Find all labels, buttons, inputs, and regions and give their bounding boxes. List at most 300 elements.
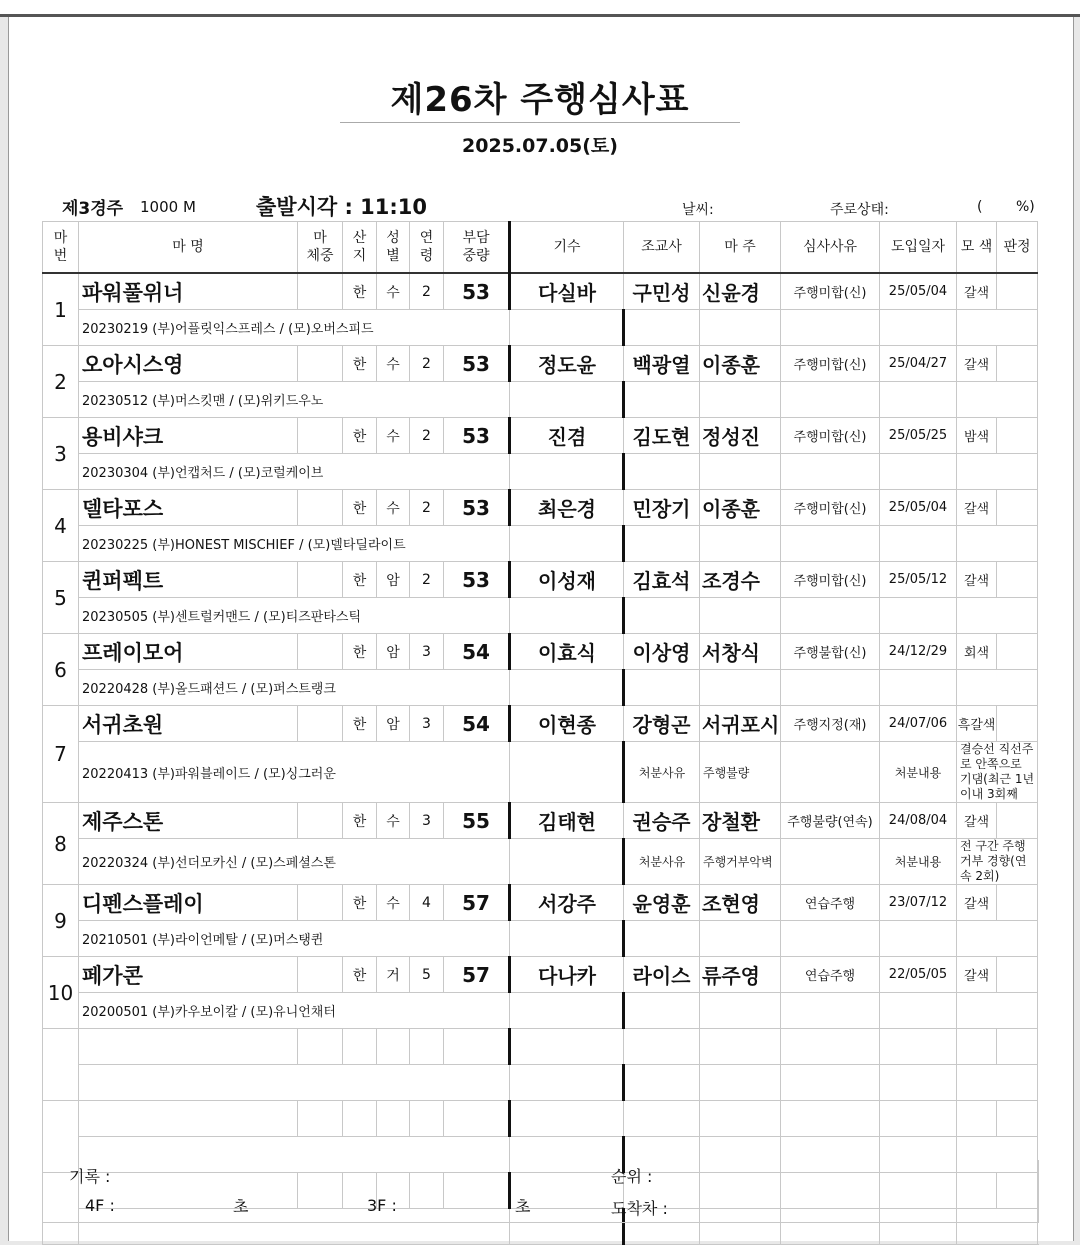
header-owner: 마 주 [700, 222, 781, 274]
empty-trainer [624, 1101, 700, 1137]
pedigree: 20230304 (부)언캡처드 / (모)코럴케이브 [79, 454, 510, 490]
pedigree: 20220324 (부)선더모카신 / (모)스페셜스톤 [79, 839, 510, 885]
jockey-name: 정도윤 [510, 346, 624, 382]
horse-weight-cell [298, 418, 343, 454]
header-burden: 부담 중량 [444, 222, 510, 274]
burden-sub-cell [510, 993, 624, 1029]
empty-weight [298, 1101, 343, 1137]
origin-cell: 한 [343, 273, 377, 310]
jockey-sub-cell [624, 526, 700, 562]
empty-origin [343, 1101, 377, 1137]
jockey-sub-cell [624, 454, 700, 490]
empty-reason [781, 1101, 880, 1137]
reason-sub-cell [880, 921, 957, 957]
empty-jockey [510, 1029, 624, 1065]
sex-cell: 수 [377, 490, 410, 526]
remarks-sub-cell [957, 382, 1038, 418]
table-subrow [43, 310, 1038, 346]
entry-table [42, 221, 1038, 1245]
origin-cell: 한 [343, 490, 377, 526]
f3-sec-label: 초 [515, 1197, 531, 1216]
f4-sec-label: 초 [233, 1197, 249, 1216]
empty-age [410, 1029, 444, 1065]
horse-name: 파워풀위너 [79, 273, 298, 310]
jockey-sub-cell [624, 670, 700, 706]
reason-sub-cell [880, 382, 957, 418]
trainer-name: 이상영 [624, 634, 700, 670]
title-divider [340, 122, 740, 123]
table-row [43, 562, 1038, 598]
trainer-name: 강형곤 [624, 706, 700, 742]
header-color: 모 색 [957, 222, 997, 274]
coat-color: 갈색 [957, 490, 997, 526]
empty-pedigree [79, 1065, 510, 1101]
intro-date: 25/05/25 [880, 418, 957, 454]
intro-date: 25/04/27 [880, 346, 957, 382]
jockey-name: 김태현 [510, 803, 624, 839]
origin-cell: 한 [343, 634, 377, 670]
empty-intro [880, 1101, 957, 1137]
header-verdict: 판정 [997, 222, 1038, 274]
intro-date: 23/07/12 [880, 885, 957, 921]
pedigree: 20220413 (부)파워블레이드 / (모)싱그러운 [79, 742, 510, 803]
jockey-name: 이효식 [510, 634, 624, 670]
table-row [43, 273, 1038, 310]
sex-cell: 수 [377, 803, 410, 839]
burden-weight: 53 [444, 418, 510, 454]
table-row [43, 706, 1038, 742]
empty-sub-reason [880, 1065, 957, 1101]
review-reason: 주행미합(신) [781, 273, 880, 310]
coat-color: 갈색 [957, 562, 997, 598]
horse-number: 1 [43, 273, 79, 346]
page-title: 제26차 주행심사표 [390, 80, 690, 120]
age-cell: 2 [410, 418, 444, 454]
table-subrow [43, 670, 1038, 706]
horse-number: 9 [43, 885, 79, 957]
horse-weight-cell [298, 562, 343, 598]
sex-cell: 암 [377, 706, 410, 742]
coat-color: 갈색 [957, 957, 997, 993]
header-reason: 심사사유 [781, 222, 880, 274]
owner-sub-cell [781, 670, 880, 706]
table-row [43, 1029, 1038, 1065]
table-subrow [43, 526, 1038, 562]
remarks-sub-cell [957, 526, 1038, 562]
jockey-name: 다나카 [510, 957, 624, 993]
intro-date: 24/08/04 [880, 803, 957, 839]
jockey-sub-cell [624, 382, 700, 418]
age-cell: 2 [410, 273, 444, 310]
owner-name: 서창식 [700, 634, 781, 670]
remarks-sub-cell [957, 454, 1038, 490]
empty-jockey [510, 1101, 624, 1137]
horse-weight-cell [298, 885, 343, 921]
race-number: 제3경주 [62, 199, 124, 219]
race-date: 2025.07.05(토) [462, 135, 618, 157]
header-no: 마 번 [43, 222, 79, 274]
origin-cell: 한 [343, 957, 377, 993]
remarks-sub-cell [957, 598, 1038, 634]
owner-sub-cell [781, 382, 880, 418]
burden-weight: 53 [444, 562, 510, 598]
track-condition-label: 주로상태: [830, 202, 889, 218]
trainer-name: 윤영훈 [624, 885, 700, 921]
owner-sub-cell [781, 921, 880, 957]
sex-cell: 암 [377, 634, 410, 670]
reason-sub-cell [880, 310, 957, 346]
empty-color [957, 1101, 997, 1137]
reason-sub-cell [880, 670, 957, 706]
table-row [43, 803, 1038, 839]
reason-sub-cell [880, 454, 957, 490]
header-name: 마 명 [79, 222, 298, 274]
coat-color: 밤색 [957, 418, 997, 454]
empty-sex [377, 1101, 410, 1137]
empty-age [410, 1101, 444, 1137]
moisture-percent: %) [1016, 199, 1035, 215]
empty-sub-owner [781, 1065, 880, 1101]
intro-date: 24/12/29 [880, 634, 957, 670]
empty-sub-remarks [957, 1065, 1038, 1101]
trainer-sub-cell [700, 598, 781, 634]
burden-weight: 55 [444, 803, 510, 839]
burden-sub-cell [510, 921, 624, 957]
owner-name: 이종훈 [700, 490, 781, 526]
trainer-name: 김도현 [624, 418, 700, 454]
review-reason: 주행미합(신) [781, 490, 880, 526]
punish-reason: 주행거부악벽 [700, 839, 781, 885]
burden-weight: 57 [444, 957, 510, 993]
f3-label: 3F : [367, 1196, 397, 1215]
horse-weight-cell [298, 634, 343, 670]
verdict-cell[interactable] [997, 562, 1038, 598]
punish-content-label: 처분내용 [880, 742, 957, 803]
origin-cell: 한 [343, 803, 377, 839]
owner-name: 정성진 [700, 418, 781, 454]
horse-number: 3 [43, 418, 79, 490]
age-cell: 2 [410, 346, 444, 382]
trainer-sub-cell [700, 454, 781, 490]
jockey-sub-cell [624, 310, 700, 346]
table-row [43, 346, 1038, 382]
age-cell: 2 [410, 490, 444, 526]
horse-number: 10 [43, 957, 79, 1029]
review-reason: 주행미합(신) [781, 562, 880, 598]
jockey-name: 이현종 [510, 706, 624, 742]
trainer-name: 백광열 [624, 346, 700, 382]
jockey-name: 이성재 [510, 562, 624, 598]
verdict-cell[interactable] [997, 490, 1038, 526]
header-intro-date: 도입일자 [880, 222, 957, 274]
jockey-name: 진겸 [510, 418, 624, 454]
table-subrow [43, 1065, 1038, 1101]
jockey-sub-cell [624, 993, 700, 1029]
verdict-cell[interactable] [997, 706, 1038, 742]
origin-cell: 한 [343, 346, 377, 382]
verdict-cell[interactable] [997, 803, 1038, 839]
burden-sub-cell [510, 454, 624, 490]
punish-content: 결승선 직선주로 안쪽으로 기댐(최근 1년 이내 3회째 [957, 742, 1038, 803]
pedigree: 20230512 (부)머스킷맨 / (모)위키드우노 [79, 382, 510, 418]
table-subrow [43, 598, 1038, 634]
empty-verdict[interactable] [997, 1029, 1038, 1065]
header-age: 연 령 [410, 222, 444, 274]
review-reason: 주행불합(신) [781, 634, 880, 670]
verdict-cell[interactable] [997, 273, 1038, 310]
intro-date: 25/05/12 [880, 562, 957, 598]
table-subrow [43, 921, 1038, 957]
burden-weight: 57 [444, 885, 510, 921]
horse-name: 오아시스영 [79, 346, 298, 382]
pedigree: 20230225 (부)HONEST MISCHIEF / (모)델타딜라이트 [79, 526, 510, 562]
age-cell: 5 [410, 957, 444, 993]
remarks-sub-cell [957, 670, 1038, 706]
burden-weight: 53 [444, 346, 510, 382]
horse-weight-cell [298, 490, 343, 526]
burden-sub-cell [510, 310, 624, 346]
empty-color [957, 1029, 997, 1065]
intro-date: 22/05/05 [880, 957, 957, 993]
burden-weight: 53 [444, 273, 510, 310]
age-cell: 2 [410, 562, 444, 598]
table-subrow [43, 839, 1038, 885]
horse-number: 6 [43, 634, 79, 706]
trainer-sub-cell [700, 382, 781, 418]
owner-sub-cell [781, 310, 880, 346]
sex-cell: 수 [377, 885, 410, 921]
coat-color: 갈색 [957, 885, 997, 921]
owner-sub-cell [781, 598, 880, 634]
owner-name: 조현영 [700, 885, 781, 921]
jockey-name: 서강주 [510, 885, 624, 921]
reason-sub-cell [880, 526, 957, 562]
intro-date: 24/07/06 [880, 706, 957, 742]
pedigree: 20200501 (부)카우보이칼 / (모)유니언채터 [79, 993, 510, 1029]
empty-verdict[interactable] [997, 1101, 1038, 1137]
weather-label: 날씨: [682, 202, 714, 218]
horse-number: 4 [43, 490, 79, 562]
burden-weight: 54 [444, 706, 510, 742]
empty-sex [377, 1029, 410, 1065]
coat-color: 흑갈색 [957, 706, 997, 742]
punish-content-label: 처분내용 [880, 839, 957, 885]
intro-date: 25/05/04 [880, 490, 957, 526]
intro-date: 25/05/04 [880, 273, 957, 310]
jockey-sub-cell [624, 598, 700, 634]
burden-sub-cell [510, 526, 624, 562]
age-cell: 4 [410, 885, 444, 921]
owner-name: 서귀포시 [700, 706, 781, 742]
horse-number: 7 [43, 706, 79, 803]
empty-intro [880, 1029, 957, 1065]
empty-trainer [624, 1029, 700, 1065]
burden-sub-cell [510, 839, 624, 885]
review-reason: 주행미합(신) [781, 346, 880, 382]
horse-number: 8 [43, 803, 79, 885]
header-jockey: 기수 [510, 222, 624, 274]
trainer-name: 라이스 [624, 957, 700, 993]
window-top-bar [0, 0, 1080, 17]
horse-number: 2 [43, 346, 79, 418]
empty-weight [298, 1029, 343, 1065]
f4-label: 4F : [85, 1196, 115, 1215]
header-horse-weight: 마 체중 [298, 222, 343, 274]
owner-sub-cell [781, 526, 880, 562]
pedigree: 20220428 (부)올드패션드 / (모)퍼스트랭크 [79, 670, 510, 706]
review-reason: 연습주행 [781, 885, 880, 921]
rank-label: 순위 : [611, 1167, 653, 1186]
pedigree: 20210501 (부)라이언메탈 / (모)머스탱퀸 [79, 921, 510, 957]
moisture-paren-open: ( [977, 199, 983, 215]
owner-sub-cell [781, 742, 880, 803]
burden-sub-cell [510, 670, 624, 706]
table-subrow [43, 454, 1038, 490]
coat-color: 갈색 [957, 273, 997, 310]
table-row [43, 490, 1038, 526]
age-cell: 3 [410, 803, 444, 839]
trainer-name: 구민성 [624, 273, 700, 310]
empty-sub-burden [510, 1065, 624, 1101]
trainer-name: 민장기 [624, 490, 700, 526]
entry-rows [43, 273, 1038, 1245]
punish-reason: 주행불량 [700, 742, 781, 803]
table-row [43, 418, 1038, 454]
coat-color: 갈색 [957, 346, 997, 382]
header-origin: 산 지 [343, 222, 377, 274]
owner-sub-cell [781, 993, 880, 1029]
header-sex: 성 별 [377, 222, 410, 274]
verdict-cell[interactable] [997, 885, 1038, 921]
age-cell: 3 [410, 634, 444, 670]
verdict-cell[interactable] [997, 346, 1038, 382]
table-subrow [43, 382, 1038, 418]
owner-sub-cell [781, 454, 880, 490]
verdict-cell[interactable] [997, 957, 1038, 993]
sex-cell: 수 [377, 273, 410, 310]
empty-owner [700, 1101, 781, 1137]
record-footer [42, 1160, 1039, 1223]
empty-sub-trainer [700, 1065, 781, 1101]
table-row [43, 1101, 1038, 1137]
reason-sub-cell [880, 993, 957, 1029]
empty-name [79, 1101, 298, 1137]
trainer-sub-cell [700, 310, 781, 346]
origin-cell: 한 [343, 885, 377, 921]
horse-weight-cell [298, 957, 343, 993]
sex-cell: 수 [377, 346, 410, 382]
horse-name: 델타포스 [79, 490, 298, 526]
record-label: 기록 : [69, 1167, 111, 1186]
trainer-sub-cell [700, 921, 781, 957]
empty-burden [444, 1029, 510, 1065]
owner-name: 장철환 [700, 803, 781, 839]
horse-name: 제주스톤 [79, 803, 298, 839]
horse-weight-cell [298, 273, 343, 310]
remarks-sub-cell [957, 993, 1038, 1029]
owner-name: 류주영 [700, 957, 781, 993]
horse-name: 프레이모어 [79, 634, 298, 670]
horse-name: 용비샤크 [79, 418, 298, 454]
owner-name: 조경수 [700, 562, 781, 598]
start-time: 출발시각 : 11:10 [256, 195, 428, 219]
jockey-name: 최은경 [510, 490, 624, 526]
verdict-cell[interactable] [997, 634, 1038, 670]
punish-reason-label: 처분사유 [624, 839, 700, 885]
jockey-name: 다실바 [510, 273, 624, 310]
burden-sub-cell [510, 598, 624, 634]
verdict-cell[interactable] [997, 418, 1038, 454]
punish-content: 전 구간 주행거부 경향(연속 2회) [957, 839, 1038, 885]
table-subrow [43, 993, 1038, 1029]
empty-reason [781, 1029, 880, 1065]
empty-owner [700, 1029, 781, 1065]
burden-weight: 54 [444, 634, 510, 670]
empty-sub-jockey [624, 1065, 700, 1101]
horse-weight-cell [298, 803, 343, 839]
horse-name: 퀸퍼펙트 [79, 562, 298, 598]
burden-weight: 53 [444, 490, 510, 526]
review-reason: 주행지정(재) [781, 706, 880, 742]
table-row [43, 634, 1038, 670]
origin-cell: 한 [343, 562, 377, 598]
empty-number-cell [43, 1029, 79, 1101]
table-row [43, 885, 1038, 921]
horse-name: 디펜스플레이 [79, 885, 298, 921]
punish-reason-label: 처분사유 [624, 742, 700, 803]
origin-cell: 한 [343, 706, 377, 742]
age-cell: 3 [410, 706, 444, 742]
horse-name: 서귀초원 [79, 706, 298, 742]
review-reason: 주행불량(연속) [781, 803, 880, 839]
coat-color: 갈색 [957, 803, 997, 839]
origin-cell: 한 [343, 418, 377, 454]
sex-cell: 거 [377, 957, 410, 993]
race-distance: 1000 M [140, 198, 196, 216]
trainer-sub-cell [700, 526, 781, 562]
burden-sub-cell [510, 742, 624, 803]
jockey-sub-cell [624, 921, 700, 957]
trainer-sub-cell [700, 670, 781, 706]
horse-name: 페가콘 [79, 957, 298, 993]
empty-origin [343, 1029, 377, 1065]
margin-label: 도착차 : [611, 1199, 668, 1218]
pedigree: 20230505 (부)센트럴커맨드 / (모)티즈판타스틱 [79, 598, 510, 634]
header-trainer: 조교사 [624, 222, 700, 274]
reason-sub-cell [880, 598, 957, 634]
remarks-sub-cell [957, 921, 1038, 957]
owner-sub-cell [781, 839, 880, 885]
horse-number: 5 [43, 562, 79, 634]
trainer-name: 김효석 [624, 562, 700, 598]
coat-color: 회색 [957, 634, 997, 670]
pedigree: 20230219 (부)어플릿익스프레스 / (모)오버스피드 [79, 310, 510, 346]
remarks-sub-cell [957, 310, 1038, 346]
review-reason: 주행미합(신) [781, 418, 880, 454]
owner-name: 신윤경 [700, 273, 781, 310]
table-row [43, 957, 1038, 993]
table-subrow [43, 742, 1038, 803]
sex-cell: 수 [377, 418, 410, 454]
review-reason: 연습주행 [781, 957, 880, 993]
trainer-sub-cell [700, 993, 781, 1029]
horse-weight-cell [298, 706, 343, 742]
burden-sub-cell [510, 382, 624, 418]
horse-weight-cell [298, 346, 343, 382]
trainer-name: 권승주 [624, 803, 700, 839]
owner-name: 이종훈 [700, 346, 781, 382]
empty-name [79, 1029, 298, 1065]
